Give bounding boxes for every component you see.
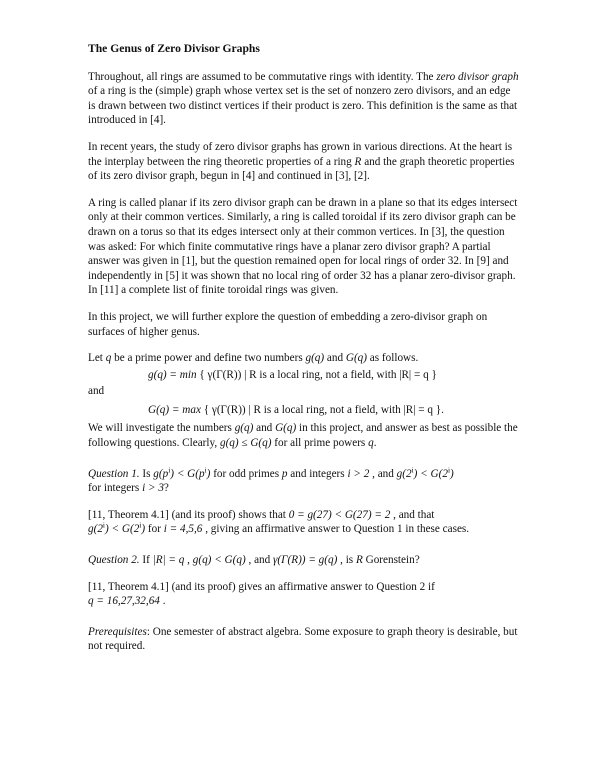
equation-body: { γ(Γ(R)) | R is a local ring, not a field, with |R| = q }. — [203, 403, 444, 416]
text: and — [253, 422, 276, 435]
text: , is — [337, 554, 356, 567]
math-sup: i — [447, 464, 451, 474]
text: [11, Theorem 4.1] (and its proof) gives an affirmative answer to Question 2 if — [88, 580, 435, 593]
math: ) — [141, 523, 146, 536]
math: |R| = q — [152, 554, 185, 567]
paragraph-recent-years — [88, 140, 520, 184]
text: for integers — [88, 482, 143, 495]
math-sup: i — [411, 464, 414, 474]
remark-2 — [88, 580, 520, 609]
text: Is — [139, 467, 154, 480]
text: . — [373, 437, 377, 450]
math-q: q — [368, 437, 374, 450]
text: Let — [88, 352, 106, 365]
math: g(q) < G(q) — [192, 554, 246, 567]
math: i > 3 — [142, 482, 164, 495]
math: 0 = g(27) < G(27) = 2 — [288, 508, 391, 521]
term-zero-divisor-graph: zero divisor graph — [436, 70, 519, 83]
math-G-q: G(q) — [275, 422, 297, 435]
equation-lhs: g(q) = min — [148, 368, 197, 381]
math: ) < G(2 — [413, 467, 448, 480]
text: be a prime power and define two numbers — [111, 352, 306, 365]
text: Gorenstein? — [362, 554, 420, 567]
math-sup: i — [204, 464, 207, 474]
text: If — [139, 554, 153, 567]
math: γ(Γ(R)) = g(q) — [273, 554, 338, 567]
math-inequality: g(q) ≤ G(q) — [219, 437, 272, 450]
text: We will investigate the numbers — [88, 422, 235, 435]
text: in this project, and answer as best as possible the following questions. Clearly, — [88, 422, 518, 450]
question-label: Question 2. — [88, 554, 140, 567]
text: In recent years, the study of zero divisor graphs has grown in various directions. At the heart is the interplay between the ring theoretic properties of a ring — [88, 140, 513, 168]
math: ) — [206, 467, 211, 480]
question-2 — [88, 553, 520, 568]
paragraph-planar: A ring is called planar if its zero divisor graph can be drawn in a plane so that its edges intersect only at their common vertices. Similarly, a ring is called toroidal if its zero divisor graph can be drawn on a torus so that its edges intersect only at their common vertices. In [3], the question was asked: For which finite commutative rings have a planar zero divisor graph? A partial answer was given in [1], but the question remained open for local rings of order 32. In [9] and independently in [5] it was shown that no local ring of order 32 has a planar zero-divisor graph. In [11] a complete list of finite toroidal rings was given. — [88, 196, 518, 297]
document-page — [88, 42, 520, 666]
paragraph-project: In this project, we will further explore the question of embedding a zero-divisor graph on surfaces of higher genus. — [88, 310, 488, 338]
text: , — [184, 554, 193, 567]
text: and integers — [287, 467, 348, 480]
text: , giving an affirmative answer to Question 1 in these cases. — [202, 523, 470, 536]
document-title: The Genus of Zero Divisor Graphs — [88, 42, 260, 55]
text: and — [324, 352, 346, 365]
question-label: Question 1. — [88, 467, 140, 480]
text: and the graph theoretic properties of its zero divisor graph, begun in [4] and continued in [3], [2]. — [88, 155, 515, 183]
math-g-q: g(q) — [305, 352, 325, 365]
paragraph-intro — [88, 70, 520, 128]
text: as follows. — [367, 352, 419, 365]
math: ) < G(p — [170, 467, 205, 480]
math: g(p — [153, 467, 169, 480]
math: g(2 — [88, 523, 103, 536]
text: for — [145, 523, 164, 536]
remark-1 — [88, 508, 520, 537]
text: [11, Theorem 4.1] (and its proof) shows that — [88, 508, 289, 521]
math: ) — [450, 467, 454, 480]
text: Throughout, all rings are assumed to be commutative rings with identity. The — [88, 70, 437, 83]
math-q: q — [105, 352, 112, 365]
math-sup: i — [102, 520, 106, 530]
paragraph-definition — [88, 351, 520, 366]
text: . — [159, 595, 166, 608]
text: ? — [163, 482, 169, 495]
question-1 — [88, 464, 520, 496]
math-sup: i — [139, 520, 142, 530]
equation-lhs: G(q) = max — [148, 403, 201, 416]
text: for odd primes — [210, 467, 282, 480]
math-R: R — [355, 554, 363, 567]
math: g(2 — [396, 467, 412, 480]
math: q = 16,27,32,64 — [88, 595, 160, 608]
text: of a ring is the (simple) graph whose vertex set is the set of nonzero zero divisors, and an edge is drawn between two distinct vertices if their product is zero. This definition is the same as that introduced in [4]. — [88, 85, 518, 127]
text: , and that — [390, 508, 435, 521]
math: i = 4,5,6 — [163, 523, 203, 536]
math-G-q: G(q) — [345, 352, 367, 365]
paragraph-investigate — [88, 421, 520, 450]
math: ) < G(2 — [105, 523, 140, 536]
and-line: and — [88, 385, 105, 398]
text: : One semester of abstract algebra. Some exposure to graph theory is desirable, but not required. — [88, 625, 518, 653]
prerequisites — [88, 625, 520, 654]
prerequisites-label: Prerequisites — [88, 625, 147, 638]
math: i > 2 — [347, 467, 370, 480]
text: , and — [245, 554, 274, 567]
text: , and — [369, 467, 397, 480]
math-p: p — [281, 467, 288, 480]
equation-G-max — [88, 403, 520, 418]
equation-body: { γ(Γ(R)) | R is a local ring, not a field, with |R| = q } — [199, 368, 437, 381]
math-R: R — [354, 155, 362, 168]
equation-g-min — [88, 368, 520, 383]
math-g-q: g(q) — [234, 422, 254, 435]
text: for all prime powers — [271, 437, 369, 450]
math-sup: i — [168, 464, 171, 474]
